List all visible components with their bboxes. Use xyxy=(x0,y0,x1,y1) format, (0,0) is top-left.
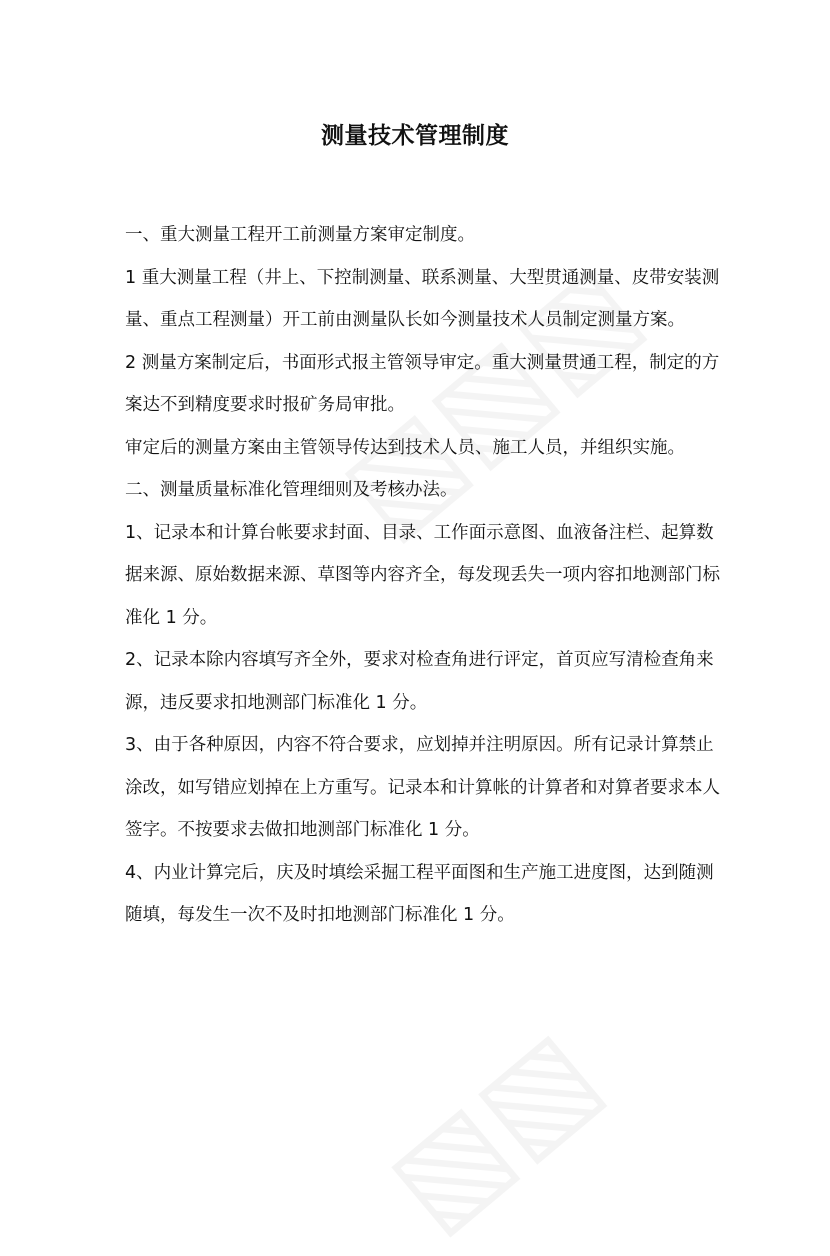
paragraph: 审定后的测量方案由主管领导传达到技术人员、施工人员，并组织实施。 xyxy=(125,437,685,458)
document-body xyxy=(125,214,725,937)
section-heading: 一、重大测量工程开工前测量方案审定制度。 xyxy=(125,225,475,245)
watermark xyxy=(362,1003,625,1255)
section-heading: 二、测量质量标准化管理细则及考核办法。 xyxy=(125,480,458,500)
paragraph: 2、记录本除内容填写齐全外，要求对检查角进行评定，首页应写清检查角来源，违反要求扣地测部门标准化 1 分。 xyxy=(125,650,714,713)
document-title: 测量技术管理制度 xyxy=(321,123,509,149)
paragraph: 3、由于各种原因，内容不符合要求，应划掉并注明原因。所有记录计算禁止涂改，如写错应划掉在上方重写。记录本和计算帐的计算者和对算者要求本人签字。不按要求去做扣地测部门标准化 1 分。 xyxy=(125,735,720,840)
paragraph: 1 重大测量工程（井上、下控制测量、联系测量、大型贯通测量、皮带安装测量、重点工程测量）开工前由测量队长如今测量技术人员制定测量方案。 xyxy=(125,267,720,330)
paragraph: 2 测量方案制定后，书面形式报主管领导审定。重大测量贯通工程，制定的方案达不到精度要求时报矿务局审批。 xyxy=(125,352,720,415)
paragraph: 1、记录本和计算台帐要求封面、目录、工作面示意图、血液备注栏、起算数据来源、原始数据来源、草图等内容齐全，每发现丢失一项内容扣地测部门标准化 1 分。 xyxy=(125,522,720,628)
paragraph: 4、内业计算完后，庆及时填绘采掘工程平面图和生产施工进度图，达到随测随填，每发生一次不及时扣地测部门标准化 1 分。 xyxy=(125,862,714,925)
